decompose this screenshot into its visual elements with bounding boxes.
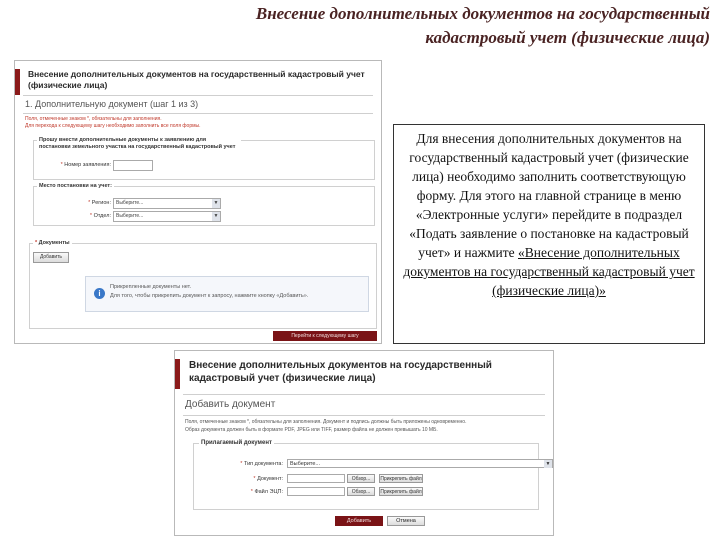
slide-title-line1: Внесение дополнительных документов на государственный bbox=[255, 4, 710, 23]
step-indicator: 1. Дополнительную документ (шаг 1 из 3) bbox=[25, 99, 199, 109]
form-header: Внесение дополнительных документов на государственный кадастровый учет (физические лица) bbox=[28, 69, 365, 90]
office-select[interactable]: Выберите... ▼ bbox=[113, 211, 221, 222]
required-note: Для перехода к следующему шагу необходимо заполнить все поля формы. bbox=[25, 123, 201, 129]
documents-legend: * Документы bbox=[35, 240, 70, 246]
attach-document-button[interactable]: Прикрепить файл bbox=[380, 476, 422, 482]
callout-link[interactable]: «Внесение дополнительных документов на государственный кадастровый учет (физические лица)» bbox=[403, 245, 695, 298]
slide-title bbox=[110, 2, 710, 50]
region-select[interactable]: Выберите... ▼ bbox=[113, 198, 221, 209]
divider bbox=[183, 415, 545, 416]
signature-file-label: * Файл ЭЦП: bbox=[250, 489, 283, 495]
chevron-down-icon: ▼ bbox=[213, 213, 219, 219]
info-text: Прикрепленные документы нет. bbox=[110, 284, 192, 290]
region-label: * Регион: bbox=[88, 200, 111, 206]
chevron-down-icon: ▼ bbox=[545, 461, 551, 467]
divider bbox=[183, 394, 545, 395]
document-file-input[interactable] bbox=[287, 474, 345, 483]
format-note: Образ документа должен быть в формате PDF, JPEG или TIFF, размер файла не должен превышать 10 МБ. bbox=[185, 427, 438, 433]
info-panel bbox=[85, 276, 369, 312]
form-header: Внесение дополнительных документов на государственный кадастровый учет (физические лица) bbox=[189, 360, 492, 384]
add-document-button[interactable]: Добавить bbox=[33, 252, 69, 263]
browse-document-button[interactable]: Обзор... bbox=[347, 474, 375, 483]
header-accent-bar bbox=[15, 69, 20, 95]
application-number-input[interactable] bbox=[113, 160, 153, 171]
required-note: Поля, отмеченные знаком *, обязательны для заполнения. Документ и подпись должны быть приложены одновременно. bbox=[185, 419, 467, 425]
office-label: * Отдел: bbox=[89, 213, 111, 219]
next-step-button[interactable]: Перейти к следующему шагу bbox=[273, 331, 377, 341]
fieldset-location-legend: Место постановки на учет: bbox=[39, 183, 112, 189]
info-icon: i bbox=[94, 288, 105, 299]
required-note: Поля, отмеченные знаком *, обязательны для заполнения. bbox=[25, 116, 162, 122]
header-accent-bar bbox=[175, 359, 180, 389]
signature-file-input[interactable] bbox=[287, 487, 345, 496]
chevron-down-icon: ▼ bbox=[213, 200, 219, 206]
browse-signature-button[interactable]: Обзор... bbox=[347, 487, 375, 496]
divider bbox=[23, 113, 373, 114]
info-text: Для того, чтобы прикрепить документ к запросу, нажмите кнопку «Добавить». bbox=[110, 293, 309, 299]
instruction-callout bbox=[393, 124, 705, 344]
callout-text: Для внесения дополнительных документов на государственный кадастровый учет (физические лица) необходимо заполнить соответствующую форму. Для этого на главной странице в меню «Электронные услуги» перейдите в подраздел «Подать заявление о постановке на кадастровый учет» и нажмите bbox=[409, 131, 689, 260]
slide-title-line2: кадастровый учет (физические лица) bbox=[425, 28, 710, 47]
screenshot-add-document bbox=[174, 350, 554, 536]
form-subtitle: Добавить документ bbox=[185, 399, 276, 410]
application-number-label: * Номер заявления: bbox=[60, 162, 111, 168]
document-file-label: * Документ: bbox=[253, 476, 283, 482]
document-type-select[interactable]: Выберите... ▼ bbox=[287, 459, 553, 468]
cancel-button[interactable]: Отмена bbox=[387, 516, 425, 526]
add-button[interactable]: Добавить bbox=[335, 516, 383, 526]
attach-signature-button[interactable]: Прикрепить файл bbox=[380, 489, 422, 495]
fieldset-application-legend: Прошу внести дополнительные документы к заявлению для постановки земельного участка на государственный кадастровый учет bbox=[37, 137, 241, 151]
fieldset-document-legend: Прилагаемый документ bbox=[201, 440, 272, 446]
document-type-label: * Тип документа: bbox=[240, 461, 283, 467]
screenshot-form-step1 bbox=[14, 60, 382, 344]
divider bbox=[23, 95, 373, 96]
